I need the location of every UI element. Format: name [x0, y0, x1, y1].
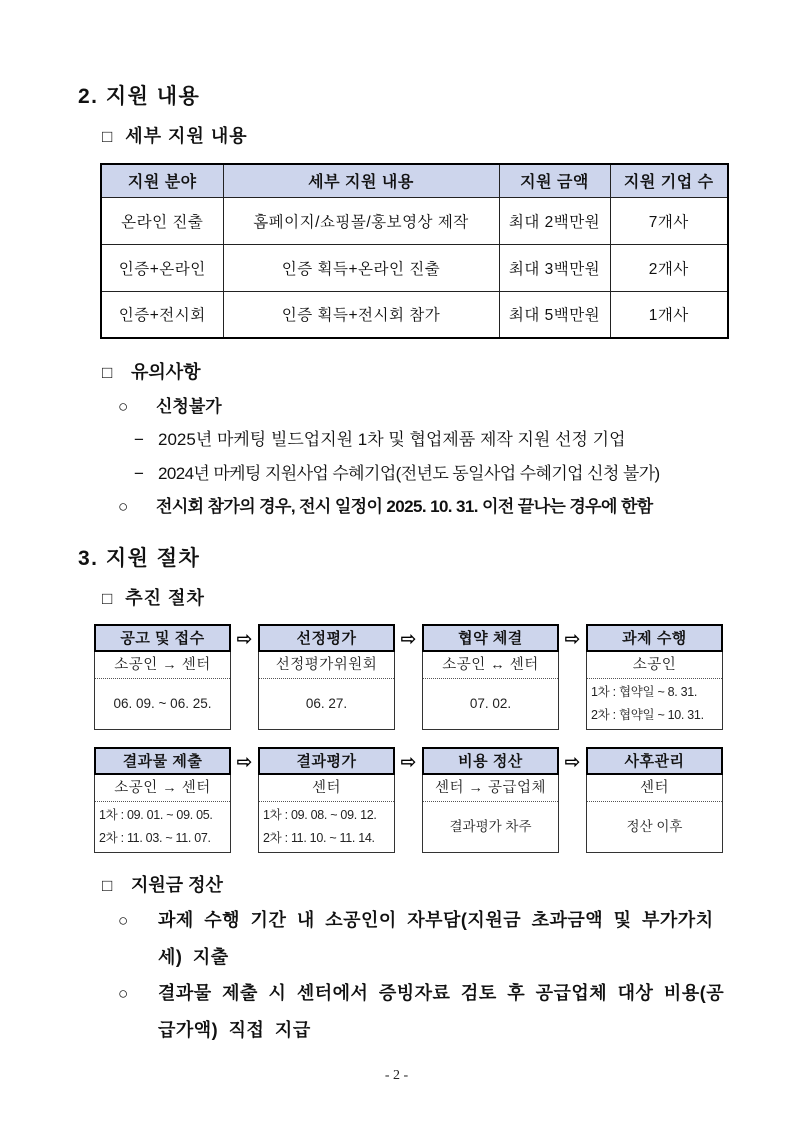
note-text: 전시회 참가의 경우, 전시 일정이 2025. 10. 31. 이전 끝나는 경우에 한함	[156, 497, 653, 516]
flow-step-title: 비용 정산	[422, 747, 559, 775]
flow-step-date: 06. 27.	[305, 695, 348, 711]
circle-bullet-icon: ○	[118, 497, 128, 516]
flow-step-body	[586, 652, 723, 730]
flow-step-actor: 센터	[587, 775, 722, 802]
procedure-flow-diagram	[94, 624, 729, 853]
flow-step-date: 1차 : 09. 01. ~ 09. 05.	[99, 807, 213, 822]
circle-bullet-icon: ○	[118, 911, 129, 930]
flow-step-title: 결과물 제출	[94, 747, 231, 775]
note-text: 신청불가	[156, 396, 222, 416]
col-header-amount: 지원 금액	[499, 164, 610, 197]
flow-step-actor: 소공인 ↔ 센터	[423, 652, 558, 679]
cell-count: 7개사	[610, 197, 728, 244]
table-row	[101, 244, 728, 291]
detail-support-subhead	[102, 124, 729, 149]
flow-step-body	[422, 775, 559, 853]
circle-bullet-icon: ○	[118, 984, 129, 1003]
page-number: - 2 -	[384, 1068, 409, 1083]
section3-title: 3. 지원 절차	[78, 546, 201, 570]
flow-step-date: 결과평가 차주	[449, 818, 532, 834]
flow-step-cost-settlement	[422, 747, 559, 853]
flow-step-actor: 소공인 → 센터	[95, 652, 230, 679]
procedure-subhead	[102, 586, 729, 611]
right-arrow-icon: ⇨	[400, 628, 417, 650]
settlement-item	[78, 975, 729, 1048]
note-item	[78, 457, 729, 491]
settlement-text: 과제 수행 기간 내 소공인이 자부담(지원금 초과금액 및 부가가치세) 지출	[158, 910, 714, 967]
checkbox-bullet-icon: □	[102, 363, 113, 382]
flow-row-2	[94, 747, 724, 853]
cell-field: 온라인 진출	[101, 197, 223, 244]
flow-step-body	[586, 775, 723, 853]
cell-field: 인증+전시회	[101, 291, 223, 338]
cell-amount: 최대 3백만원	[499, 244, 610, 291]
cautions-block	[78, 356, 729, 524]
checkbox-bullet-icon: □	[102, 127, 114, 146]
right-arrow-icon: ⇨	[564, 628, 581, 650]
flow-step-date: 2차 : 11. 03. ~ 11. 07.	[99, 830, 211, 845]
col-header-detail: 세부 지원 내용	[223, 164, 499, 197]
flow-step-body	[422, 652, 559, 730]
flow-step-date: 2차 : 협약일 ~ 10. 31.	[591, 707, 704, 722]
checkbox-bullet-icon: □	[102, 588, 114, 608]
flow-step-title: 공고 및 접수	[94, 624, 231, 652]
flow-step-task-execution	[586, 624, 723, 730]
cell-detail: 홈페이지/쇼핑몰/홍보영상 제작	[223, 197, 499, 244]
flow-step-actor: 소공인	[587, 652, 722, 679]
settlement-text: 결과물 제출 시 센터에서 증빙자료 검토 후 공급업체 대상 비용(공급가액) 직접 지급	[158, 983, 725, 1040]
flow-step-date: 07. 02.	[469, 695, 512, 711]
flow-step-title: 과제 수행	[586, 624, 723, 652]
subsidy-settlement-block	[78, 869, 729, 1049]
flow-step-body	[94, 775, 231, 853]
flow-step-date: 06. 09. ~ 06. 25.	[113, 695, 212, 711]
dash-bullet-icon: −	[134, 430, 144, 449]
cell-detail: 인증 획득+전시회 참가	[223, 291, 499, 338]
settlement-subhead	[78, 869, 729, 903]
flow-step-actor: 센터 → 공급업체	[423, 775, 558, 802]
flow-step-body	[258, 652, 395, 730]
flow-step-title: 결과평가	[258, 747, 395, 775]
flow-step-body	[94, 652, 231, 730]
flow-step-date: 2차 : 11. 10. ~ 11. 14.	[263, 830, 375, 845]
note-text: 2025년 마케팅 빌드업지원 1차 및 협업제품 제작 지원 선정 기업	[158, 430, 626, 449]
dash-bullet-icon: −	[134, 463, 144, 483]
cell-detail: 인증 획득+온라인 진출	[223, 244, 499, 291]
col-header-field: 지원 분야	[101, 164, 223, 197]
cell-count: 1개사	[610, 291, 728, 338]
flow-row-1	[94, 624, 724, 730]
support-table-header-row	[101, 164, 728, 197]
flow-step-agreement	[422, 624, 559, 730]
flow-step-date: 1차 : 협약일 ~ 8. 31.	[591, 684, 698, 699]
section2-title: 2. 지원 내용	[78, 85, 201, 108]
flow-step-date: 1차 : 09. 08. ~ 09. 12.	[263, 807, 377, 822]
flow-step-announcement	[94, 624, 231, 730]
right-arrow-icon: ⇨	[236, 628, 253, 650]
flow-step-title: 선정평가	[258, 624, 395, 652]
flow-step-deliverable-submission	[94, 747, 231, 853]
circle-bullet-icon: ○	[118, 396, 129, 416]
flow-step-actor: 소공인 → 센터	[95, 775, 230, 802]
flow-step-actor: 선정평가위원회	[259, 652, 394, 679]
flow-step-post-management	[586, 747, 723, 853]
settlement-item	[78, 902, 729, 975]
right-arrow-icon: ⇨	[400, 751, 417, 773]
flow-step-title: 협약 체결	[422, 624, 559, 652]
flow-step-result-evaluation	[258, 747, 395, 853]
table-row	[101, 291, 728, 338]
flow-step-title: 사후관리	[586, 747, 723, 775]
flow-step-body	[258, 775, 395, 853]
cautions-subhead	[78, 356, 729, 390]
flow-step-actor: 센터	[259, 775, 394, 802]
note-item	[78, 490, 729, 524]
cell-count: 2개사	[610, 244, 728, 291]
right-arrow-icon: ⇨	[564, 751, 581, 773]
note-text: 2024년 마케팅 지원사업 수혜기업(전년도 동일사업 수혜기업 신청 불가)	[158, 463, 660, 483]
cell-amount: 최대 2백만원	[499, 197, 610, 244]
note-item	[78, 423, 729, 457]
table-row	[101, 197, 728, 244]
settlement-subhead-label: 지원금 정산	[131, 874, 223, 895]
flow-step-selection-evaluation	[258, 624, 395, 730]
col-header-company-count: 지원 기업 수	[610, 164, 728, 197]
right-arrow-icon: ⇨	[236, 751, 253, 773]
cell-amount: 최대 5백만원	[499, 291, 610, 338]
note-item	[78, 390, 729, 424]
detail-support-subhead-label: 세부 지원 내용	[125, 126, 248, 146]
flow-step-date: 정산 이후	[626, 818, 683, 834]
procedure-subhead-label: 추진 절차	[125, 587, 205, 608]
cell-field: 인증+온라인	[101, 244, 223, 291]
checkbox-bullet-icon: □	[102, 875, 113, 895]
cautions-subhead-label: 유의사항	[131, 362, 201, 382]
support-table	[100, 163, 729, 339]
